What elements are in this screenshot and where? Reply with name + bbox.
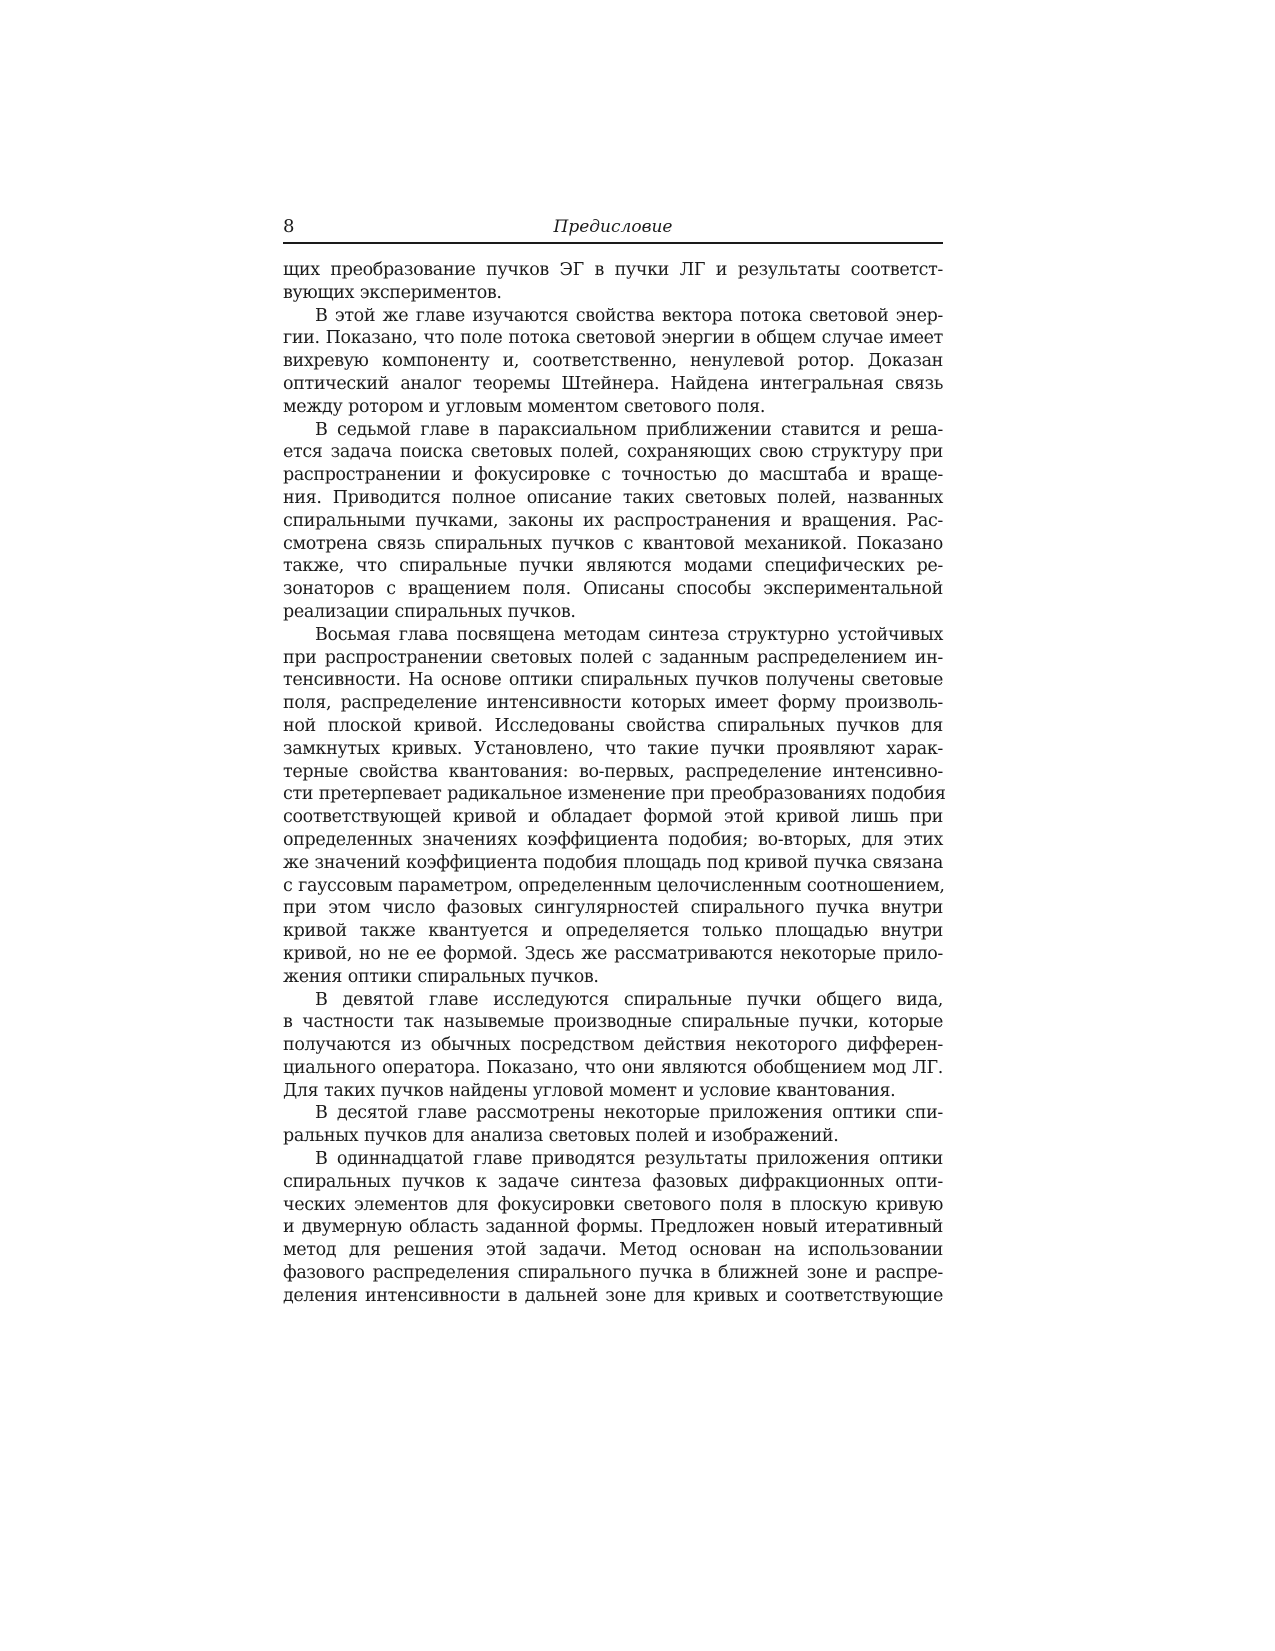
text-line: реализации спиральных пучков. — [283, 601, 576, 622]
text-line: оптический аналог теоремы Штейнера. Найдена интегральная связь — [283, 373, 943, 394]
text-line: щих преобразование пучков ЭГ в пучки ЛГ и результаты соответст- — [283, 260, 943, 280]
text-line: между ротором и угловым моментом светового поля. — [283, 396, 766, 417]
text-line: ется задача поиска световых полей, сохраняющих свою структуру при — [283, 442, 943, 463]
text-line: ной плоской кривой. Исследованы свойства спиральных пучков для — [283, 715, 943, 736]
text-line: распространении и фокусировке с точностью до масштаба и враще- — [283, 465, 943, 486]
text-line: в частности так назывемые производные спиральные пучки, которые — [283, 1012, 943, 1033]
text-line: Для таких пучков найдены угловой момент и условие квантования. — [283, 1080, 896, 1101]
text-line: и двумерную область заданной формы. Предложен новый итеративный — [283, 1217, 943, 1238]
text-line: кривой, но не ее формой. Здесь же рассматриваются некоторые прило- — [283, 943, 943, 964]
text-line: определенных значениях коэффициента подобия; во-вторых, для этих — [283, 829, 943, 850]
text-line: вующих экспериментов. — [283, 282, 502, 303]
book-page — [283, 210, 946, 1308]
paragraph — [283, 989, 943, 1103]
running-head — [283, 210, 943, 244]
paragraph — [283, 259, 943, 305]
text-line: терные свойства квантования: во-первых, распределение интенсивно- — [283, 761, 943, 782]
text-line: жения оптики спиральных пучков. — [283, 966, 599, 987]
text-line: поля, распределение интенсивности которых имеет форму произволь- — [283, 693, 943, 714]
text-line: В этой же главе изучаются свойства вектора потока световой энер- — [315, 305, 943, 326]
text-line: В одиннадцатой главе приводятся результаты приложения оптики — [315, 1149, 943, 1170]
text-line: сти претерпевает радикальное изменение при преобразованиях подобия — [283, 784, 946, 805]
text-line: ния. Приводится полное описание таких световых полей, названных — [283, 487, 943, 508]
text-line: гии. Показано, что поле потока световой энергии в общем случае имеет — [283, 328, 943, 349]
text-line: при этом число фазовых сингулярностей спирального пучка внутри — [283, 898, 943, 919]
body-text — [283, 259, 946, 1308]
text-line: ральных пучков для анализа световых полей и изображений. — [283, 1126, 839, 1147]
text-line: с гауссовым параметром, определенным целочисленным соотношением, — [283, 875, 945, 896]
paragraph — [283, 624, 946, 989]
paragraph — [283, 1102, 943, 1148]
paragraph — [283, 419, 943, 624]
text-line: спиральными пучками, законы их распространения и вращения. Рас- — [283, 510, 943, 531]
text-line: тенсивности. На основе оптики спиральных пучков получены световые — [283, 670, 943, 691]
text-line: фазового распределения спирального пучка в ближней зоне и распре- — [283, 1263, 943, 1284]
section-title: Предисловие — [553, 217, 673, 237]
text-line: кривой также квантуется и определяется только площадью внутри — [283, 921, 943, 942]
text-line: соответствующей кривой и обладает формой этой кривой лишь при — [283, 807, 943, 828]
text-line: также, что спиральные пучки являются модами специфических ре- — [283, 556, 943, 577]
text-line: ческих элементов для фокусировки светового поля в плоскую кривую — [283, 1194, 943, 1215]
text-line: получаются из обычных посредством действия некоторого дифферен- — [283, 1035, 943, 1056]
paragraph — [283, 1148, 943, 1308]
text-line: смотрена связь спиральных пучков с квантовой механикой. Показано — [283, 533, 943, 554]
text-line: вихревую компоненту и, соответственно, ненулевой ротор. Доказан — [283, 351, 943, 372]
paragraph — [283, 305, 943, 419]
text-line: В десятой главе рассмотрены некоторые приложения оптики спи- — [315, 1103, 943, 1124]
page-number: 8 — [283, 216, 295, 237]
text-line: В седьмой главе в параксиальном приближении ставится и реша- — [315, 419, 943, 440]
text-line: при распространении световых полей с заданным распределением ин- — [283, 647, 943, 668]
text-line: замкнутых кривых. Установлено, что такие пучки проявляют харак- — [283, 738, 943, 759]
text-line: спиральных пучков к задаче синтеза фазовых дифракционных опти- — [283, 1171, 943, 1192]
text-line: же значений коэффициента подобия площадь под кривой пучка связана — [283, 852, 943, 873]
text-line: В девятой главе исследуются спиральные пучки общего вида, — [315, 989, 943, 1010]
text-line: Восьмая глава посвящена методам синтеза структурно устойчивых — [315, 624, 943, 645]
text-line: деления интенсивности в дальней зоне для кривых и соответствующие — [283, 1285, 943, 1306]
text-line: метод для решения этой задачи. Метод основан на использовании — [283, 1240, 943, 1261]
text-line: зонаторов с вращением поля. Описаны способы экспериментальной — [283, 579, 943, 600]
text-line: циального оператора. Показано, что они являются обобщением мод ЛГ. — [283, 1057, 943, 1078]
